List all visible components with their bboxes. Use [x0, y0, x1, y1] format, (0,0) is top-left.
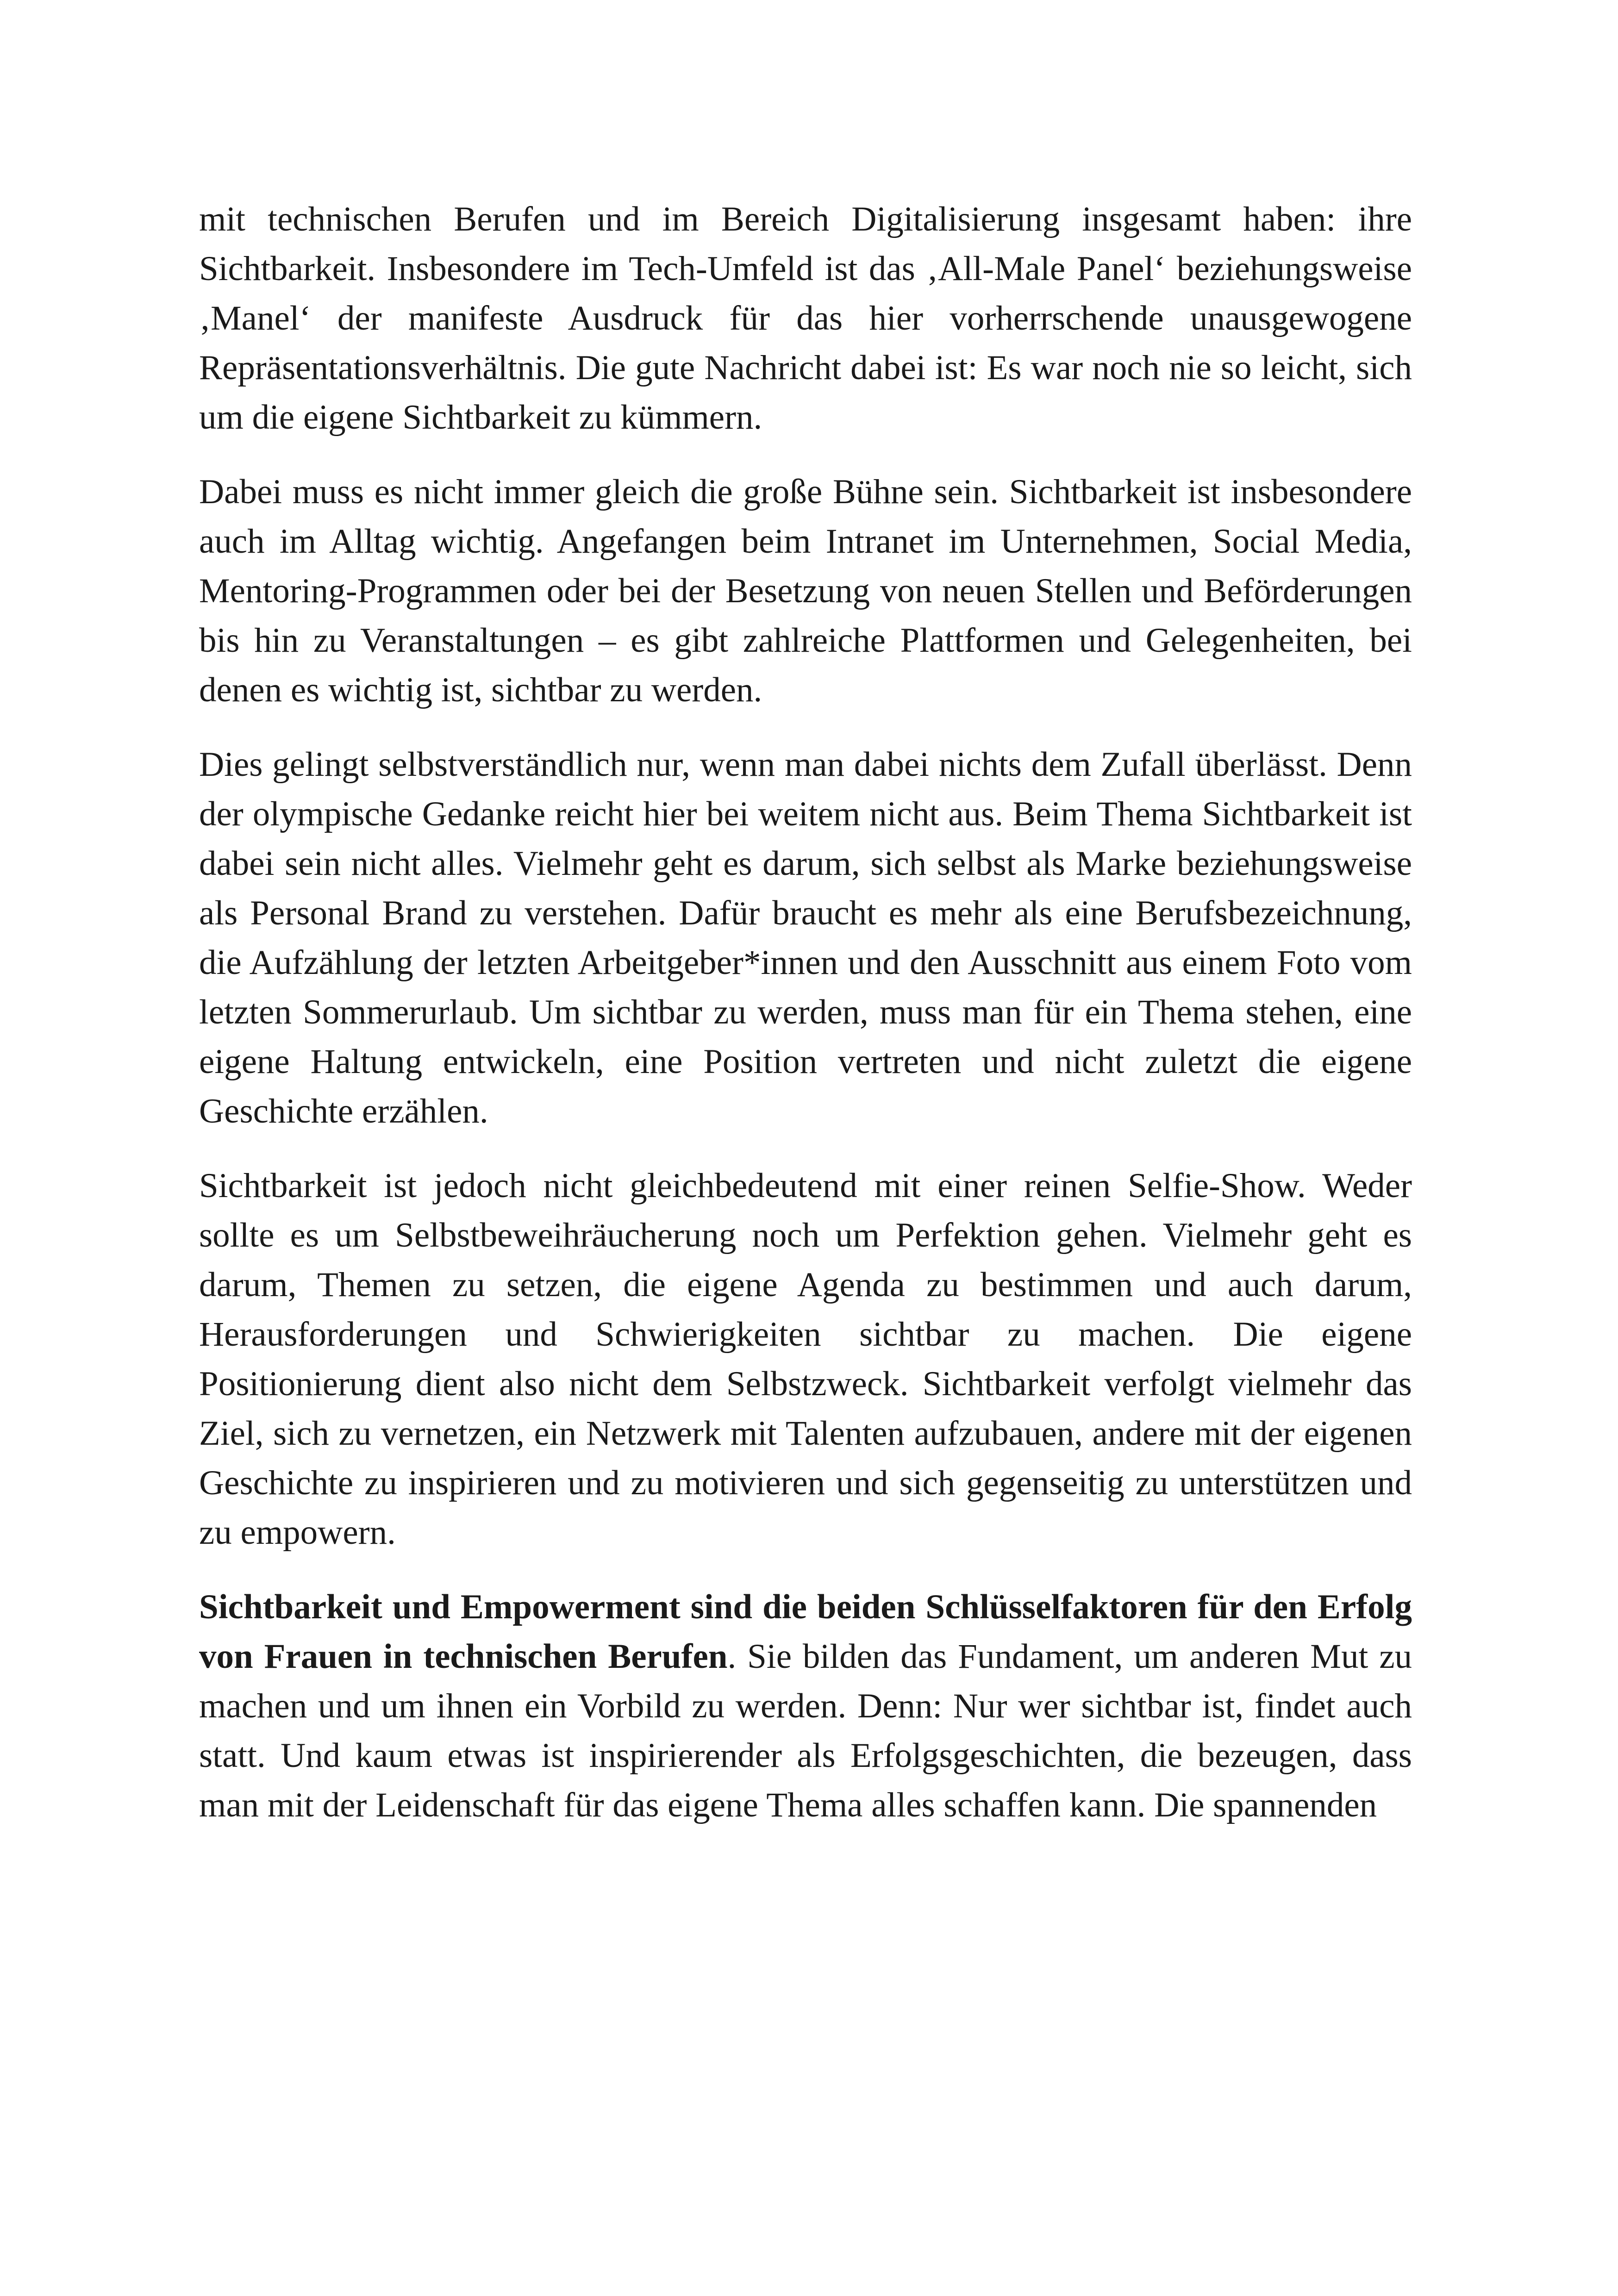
body-text	[199, 194, 1412, 1855]
paragraph-3: Dies gelingt selbstverständlich nur, wenn man dabei nichts dem Zufall überlässt. Denn der olympische Gedanke reicht hier bei weitem nicht aus. Beim Thema Sichtbarkeit ist dabei sein nicht alles. Vielmehr geht es darum, sich selbst als Marke beziehungsweise als Personal Brand zu verstehen. Dafür braucht es mehr als eine Berufsbezeichnung, die Aufzählung der letzten Arbeitgeber*innen und den Ausschnitt aus einem Foto vom letzten Sommerurlaub. Um sichtbar zu werden, muss man für ein Thema stehen, eine eigene Haltung entwickeln, eine Position vertreten und nicht zuletzt die eigene Geschichte erzählen.	[199, 745, 1412, 1130]
key-statement: Sichtbarkeit und Empowerment sind die beiden Schlüsselfaktoren für den Erfolg von Frauen in technischen Berufen	[199, 1588, 1412, 1676]
paragraph-5-continuation: . Sie bilden das Fundament, um anderen Mut zu machen und um ihnen ein Vorbild zu werden. Denn: Nur wer sichtbar ist, findet auch statt. Und kaum etwas ist inspirierender als Erfolgsgeschichten, die bezeugen, dass man mit der Leidenschaft für das eigene Thema alles schaffen kann. Die spannenden	[199, 1637, 1412, 1824]
paragraph-4: Sichtbarkeit ist jedoch nicht gleichbedeutend mit einer reinen Selfie-Show. Weder sollte es um Selbstbeweihräucherung noch um Perfektion gehen. Vielmehr geht es darum, Themen zu setzen, die eigene Agenda zu bestimmen und auch darum, Herausforderungen und Schwierigkeiten sichtbar zu machen. Die eigene Positionierung dient also nicht dem Selbstzweck. Sichtbarkeit verfolgt vielmehr das Ziel, sich zu vernetzen, ein Netzwerk mit Talenten aufzubauen, andere mit der eigenen Geschichte zu inspirieren und zu motivieren und sich gegenseitig zu unterstützen und zu empowern.	[199, 1167, 1412, 1552]
paragraph-2: Dabei muss es nicht immer gleich die große Bühne sein. Sichtbarkeit ist insbesondere auch im Alltag wichtig. Angefangen beim Intranet im Unternehmen, Social Media, Mentoring-Programmen oder bei der Besetzung von neuen Stellen und Beförderungen bis hin zu Veranstaltungen – es gibt zahlreiche Plattformen und Gelegenheiten, bei denen es wichtig ist, sichtbar zu werden.	[199, 473, 1412, 709]
paragraph-5	[199, 1582, 1412, 1830]
paragraph-1: mit technischen Berufen und im Bereich Digitalisierung insgesamt haben: ihre Sichtbarkeit. Insbesondere im Tech-Umfeld ist das ‚All-Male Panel‘ beziehungsweise ‚Manel‘ der manifeste Ausdruck für das hier vorherrschende unausgewogene Repräsentationsverhältnis. Die gute Nachricht dabei ist: Es war noch nie so leicht, sich um die eigene Sichtbarkeit zu kümmern.	[199, 200, 1412, 437]
